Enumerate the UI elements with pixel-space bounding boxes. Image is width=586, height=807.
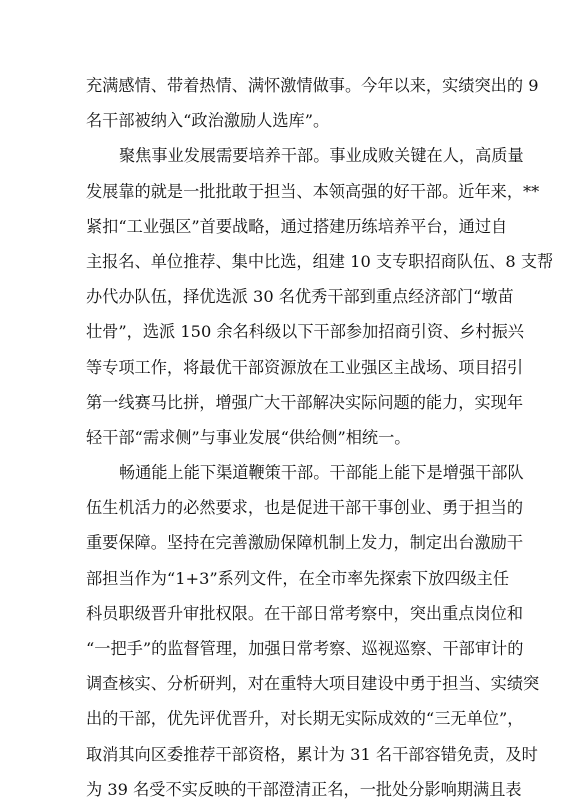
text-line: 等专项工作，将最优干部资源放在工业强区主战场、项目招引 — [86, 357, 524, 377]
text-line: 伍生机活力的必然要求，也是促进干部干事创业、勇于担当的 — [86, 498, 524, 518]
text-line: 出的干部，优先评优晋升，对长期无实际成效的“三无单位”， — [86, 709, 524, 729]
text-line: 科员职级晋升审批权限。在干部日常考察中，突出重点岗位和 — [86, 603, 524, 623]
text-line: 壮骨”，选派 150 余名科级以下干部参加招商引资、乡村振兴 — [86, 322, 524, 342]
text-line: 名干部被纳入“政治激励人选库”。 — [86, 111, 330, 131]
text-line: 调查核实、分析研判，对在重特大项目建设中勇于担当、实绩突 — [86, 674, 540, 694]
text-line: 紧扣“工业强区”首要战略，通过搭建历练培养平台，通过自 — [86, 216, 508, 236]
text-line: 充满感情、带着热情、满怀激情做事。今年以来，实绩突出的 9 — [86, 76, 539, 95]
text-line: 取消其向区委推荐干部资格，累计为 31 名干部容错免责，及时 — [86, 744, 538, 764]
body-text — [86, 68, 554, 807]
text-line: 为 39 名受不实反映的干部澄清正名，一批处分影响期满且表 — [86, 779, 522, 799]
text-line: 发展靠的就是一批批敢于担当、本领高强的好干部。近年来，** — [86, 181, 540, 201]
paragraph-heading-line: 聚焦事业发展需要培养干部。事业成败关键在人，高质量 — [119, 146, 524, 166]
text-line: 重要保障。坚持在完善激励保障机制上发力，制定出台激励干 — [86, 533, 524, 553]
text-line: 部担当作为“1+3”系列文件，在全市率先探索下放四级主任 — [86, 568, 510, 588]
text-line: 办代办队伍，择优选派 30 名优秀干部到重点经济部门“墩苗 — [86, 287, 514, 307]
text-line: 第一线赛马比拼，增强广大干部解决实际问题的能力，实现年 — [86, 392, 524, 412]
text-line: 轻干部“需求侧”与事业发展“供给侧”相统一。 — [86, 427, 411, 447]
paragraph-heading-line: 畅通能上能下渠道鞭策干部。干部能上能下是增强干部队 — [119, 463, 524, 483]
text-line: “一把手”的监督管理，加强日常考察、巡视巡察、干部审计的 — [86, 639, 524, 658]
text-line: 主报名、单位推荐、集中比选，组建 10 支专职招商队伍、8 支帮 — [86, 251, 554, 271]
